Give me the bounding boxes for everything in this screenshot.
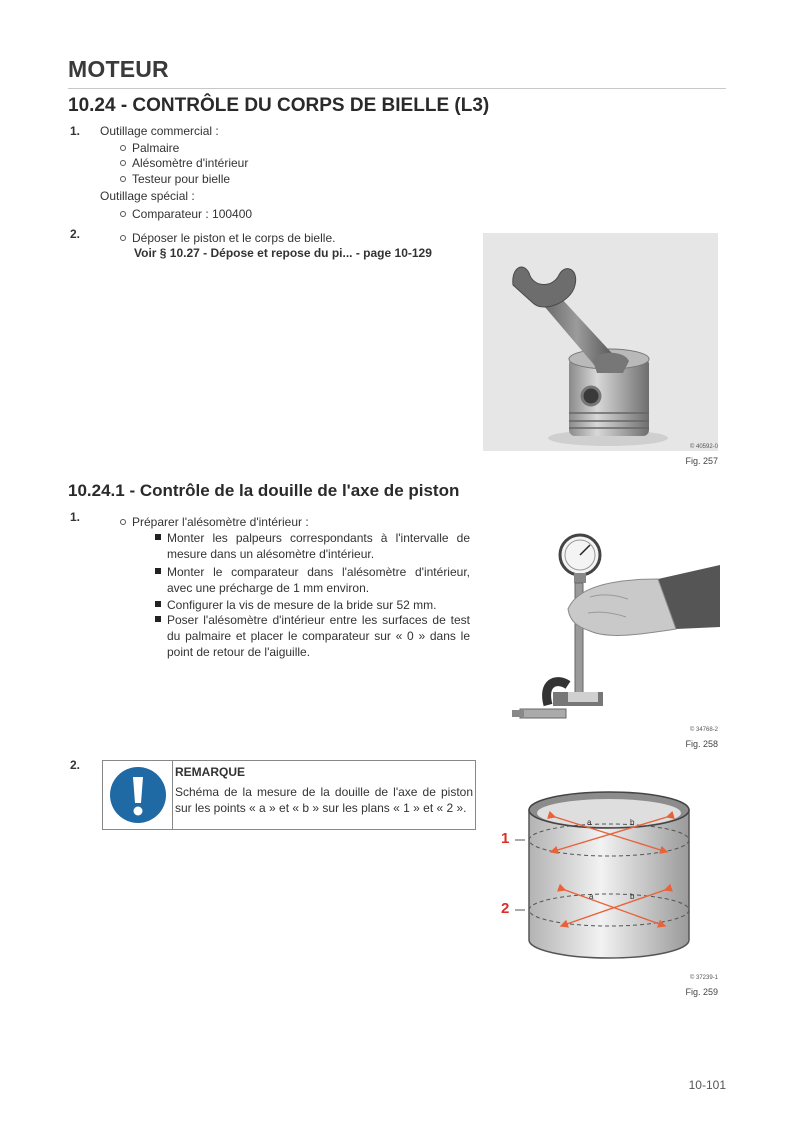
figure-reference: © 37239-1	[689, 975, 718, 981]
plane-2-label: 2	[501, 900, 510, 917]
figure-caption: Fig. 257	[685, 456, 718, 466]
header-rule	[68, 88, 726, 89]
bullet-item: Poser l'alésomètre d'intérieur entre les surfaces de test du palmaire et placer le comparateur sur « 0 » dans le point de retour de l'aiguille.	[155, 612, 470, 660]
commercial-tools-label: Outillage commercial :	[100, 124, 219, 138]
measurement-diagram	[495, 782, 705, 960]
subsection-title: 10.24.1 - Contrôle de la douille de l'axe de piston	[68, 481, 460, 500]
plane-1-label: 1	[501, 830, 510, 847]
step-intro: Préparer l'alésomètre d'intérieur :	[120, 514, 309, 530]
circle-bullet-icon	[120, 211, 126, 217]
figure-caption: Fig. 258	[685, 739, 718, 749]
point-a-label: a	[589, 892, 594, 901]
commercial-tool-item: Testeur pour bielle	[120, 171, 230, 187]
square-bullet-icon	[155, 568, 161, 574]
chapter-title: MOTEUR	[68, 56, 169, 82]
point-b-label: b	[630, 818, 635, 827]
step-number: 1.	[70, 510, 81, 524]
section-title: 10.24 - CONTRÔLE DU CORPS DE BIELLE (L3)	[68, 95, 490, 116]
point-a-label: a	[587, 818, 592, 827]
special-tools-label: Outillage spécial :	[100, 189, 195, 203]
figure-caption: Fig. 259	[685, 987, 718, 997]
connecting-rod-photo	[483, 233, 718, 451]
page-number: 10-101	[688, 1078, 726, 1092]
bullet-item: Configurer la vis de mesure de la bride sur 52 mm.	[155, 597, 470, 613]
remark-box	[102, 760, 476, 830]
circle-bullet-icon	[120, 519, 126, 525]
special-tool-item: Comparateur : 100400	[120, 206, 252, 222]
figure-reference: © 40592-0	[689, 444, 718, 450]
circle-bullet-icon	[120, 145, 126, 151]
bore-gauge-photo	[508, 527, 720, 727]
step-number: 2.	[70, 758, 81, 772]
bullet-item: Monter le comparateur dans l'alésomètre d'intérieur, avec une précharge de 1 mm environ.	[155, 564, 470, 596]
figure-reference: © 34768-2	[689, 727, 718, 733]
exclamation-icon	[108, 765, 168, 825]
remark-text: Schéma de la mesure de la douille de l'axe de piston sur les points « a » et « b » sur les plans « 1 » et « 2 ».	[175, 785, 473, 815]
step-number: 1.	[70, 124, 81, 138]
circle-bullet-icon	[120, 176, 126, 182]
step-text: Déposer le piston et le corps de bielle.	[120, 230, 335, 246]
commercial-tool-item: Alésomètre d'intérieur	[120, 155, 248, 171]
step-number: 2.	[70, 227, 81, 241]
circle-bullet-icon	[120, 160, 126, 166]
square-bullet-icon	[155, 601, 161, 607]
cross-reference-link[interactable]: Voir § 10.27 - Dépose et repose du pi... - page 10-129	[134, 246, 432, 260]
commercial-tool-item: Palmaire	[120, 140, 179, 156]
circle-bullet-icon	[120, 235, 126, 241]
point-b-label: b	[630, 892, 635, 901]
square-bullet-icon	[155, 534, 161, 540]
bullet-item: Monter les palpeurs correspondants à l'intervalle de mesure dans un alésomètre d'intérieur.	[155, 530, 470, 562]
square-bullet-icon	[155, 616, 161, 622]
remark-icon-cell	[103, 761, 173, 829]
remark-title: REMARQUE	[175, 765, 246, 779]
